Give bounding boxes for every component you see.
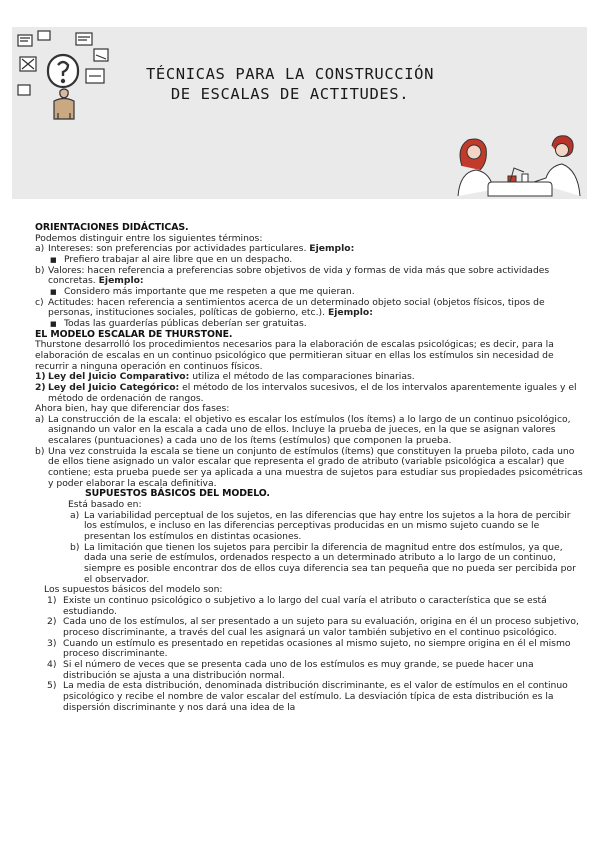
list-item (68, 511, 583, 543)
document-body (35, 223, 583, 713)
law-text: el método de los intervalos sucesivos, el de los intervalos aparentemente iguales y el método de ordenación de rangos. (48, 381, 577, 404)
list-text: Si el número de veces que se presenta cada uno de los estímulos es muy grande, se puede hacer una distribución se ajusta a una distribución normal. (63, 658, 534, 681)
orientaciones-intro: Podemos distinguir entre los siguientes términos: (35, 232, 263, 244)
list-marker: 1) (35, 371, 46, 383)
list-marker: b) (35, 445, 45, 457)
orientaciones-heading: ORIENTACIONES DIDÁCTICAS. (35, 222, 189, 233)
list-text: La media de esta distribución, denominada distribución discriminante, es el valor de estímulos en el continuo psicológico y recibe el nombre de valor escalar del estímulo. La desviación típica de esta distribución es la dispersión discriminante y nos dará una idea de la (63, 680, 568, 713)
list-text: Una vez construida la escala se tiene un conjunto de estímulos (ítems) que constituyen la prueba piloto, cada uno de ellos tiene asignado un valor escalar que representa el grado de atributo (variable psicológica a escalar) que contiene; esta prueba puede ser ya aplicada a una muestra de sujetos para estudiar sus propiedades psicométricas y poder elaborar la escala definitiva. (48, 445, 583, 489)
list-marker: c) (35, 296, 44, 308)
example-text: Considero más importante que me respeten a que me quieran. (64, 285, 355, 297)
list-marker: a) (35, 243, 45, 255)
title-line-2: DE ESCALAS DE ACTITUDES. (170, 85, 410, 103)
supuestos-section (35, 489, 583, 585)
question-person-illustration (14, 29, 114, 121)
list-text: Existe un continuo psicológico o subjetivo a lo largo del cual varía el atributo o característica que se está estudiando. (63, 594, 547, 617)
list-marker: 1) (47, 594, 57, 606)
supuestos-heading: SUPUESTOS BÁSICOS DEL MODELO. (85, 488, 270, 500)
law-text: utiliza el método de las comparaciones binarias. (189, 371, 415, 383)
list-marker: 3) (47, 637, 57, 649)
bullet-icon: ■ (50, 255, 57, 264)
list-text: La variabilidad perceptual de los sujetos, en las diferencias que hay entre los sujetos a la hora de percibir los estímulos, e incluso en las diferencias perceptivas producidas en un mismo sujeto cuando se le presentan los estímulos en distintas ocasiones. (84, 509, 571, 543)
list-marker: b) (70, 541, 80, 553)
list-marker: 2) (47, 616, 57, 628)
list-item (68, 543, 583, 586)
list-intro: Los supuestos básicos del modelo son: (44, 584, 223, 596)
list-item (35, 447, 583, 490)
thurstone-intro: Thurstone desarrolló los procedimientos necesarios para la elaboración de escalas psicológicas; es decir, para la elaboración de escalas en un continuo psicológico que permitieran situar en ellas los estímulos sin necesidad de recurrir a ninguna operación en continuos físicos. (35, 339, 554, 372)
list-item (35, 415, 583, 447)
list-item (35, 298, 583, 319)
list-text: Cuando un estímulo es presentado en repetidas ocasiones al mismo sujeto, no siempre origina en él el mismo proceso discriminante. (63, 637, 571, 660)
list-item (35, 266, 583, 287)
list-text: Actitudes: hacen referencia a sentimientos acerca de un determinado objeto social (objetos físicos, tipos de personas, instituciones sociales, políticas de gobierno, etc.). (48, 296, 545, 319)
list-item (44, 639, 583, 660)
example-label: Ejemplo: (327, 307, 373, 319)
example-label: Ejemplo: (309, 243, 355, 255)
example-bullet (35, 319, 583, 330)
example-label: Ejemplo: (98, 275, 144, 287)
list-marker: a) (35, 413, 45, 425)
meeting-illustration (452, 126, 584, 198)
thurstone-heading: EL MODELO ESCALAR DE THURSTONE. (35, 328, 233, 340)
list-text: La construcción de la escala: el objetivo es escalar los estímulos (los ítems) a lo largo de un continuo psicológico, asignando un valor en la escala a cada uno de ellos. Incluye la prueba de jueces, en la que se asignan valores escalares (puntuaciones) a cada uno de los ítems (estímulos) que componen la prueba. (48, 413, 571, 447)
list-marker: 2) (35, 381, 46, 393)
list-item (44, 660, 583, 681)
list-marker: a) (70, 509, 80, 521)
law-title: Ley del Juicio Categórico: (48, 381, 180, 393)
title-line-1: TÉCNICAS PARA LA CONSTRUCCIÓN (145, 65, 435, 83)
list-item (44, 596, 583, 617)
list-item (35, 383, 583, 404)
law-title: Ley del Juicio Comparativo: (48, 371, 190, 383)
supuestos-list (35, 585, 583, 713)
bullet-icon: ■ (50, 287, 57, 296)
list-marker: 4) (47, 658, 57, 670)
phases-intro: Ahora bien, hay que diferenciar dos fases: (35, 403, 230, 415)
list-text: Intereses: son preferencias por actividades particulares. (48, 243, 307, 255)
list-text: Valores: hacen referencia a preferencias sobre objetivos de vida y formas de vida más que sobre actividades concretas. (48, 264, 550, 287)
list-item (44, 617, 583, 638)
list-marker: 5) (47, 680, 57, 692)
list-item (44, 681, 583, 713)
based-on-text: Está basado en: (68, 499, 142, 511)
example-text: Prefiero trabajar al aire libre que en un despacho. (64, 253, 293, 265)
list-text: Cada uno de los estímulos, al ser presentado a un sujeto para su evaluación, origina en él un proceso subjetivo, proceso discriminante, a través del cual les asignará un valor también subjetivo en el continuo psicológico. (63, 616, 579, 638)
bullet-icon: ■ (50, 319, 57, 328)
list-marker: b) (35, 264, 45, 276)
page-title (120, 64, 460, 104)
list-text: La limitación que tienen los sujetos para percibir la diferencia de magnitud entre dos estímulos, ya que, dada una serie de estímulos, ordenados respecto a un determinado atributo a lo largo de un continuo, siempre es posible encontrar dos de ellos cuya diferencia sea tan pequeña que no pueda ser percibida por el observador. (84, 541, 576, 585)
example-text: Todas las guarderías públicas deberían ser gratuitas. (64, 317, 307, 329)
